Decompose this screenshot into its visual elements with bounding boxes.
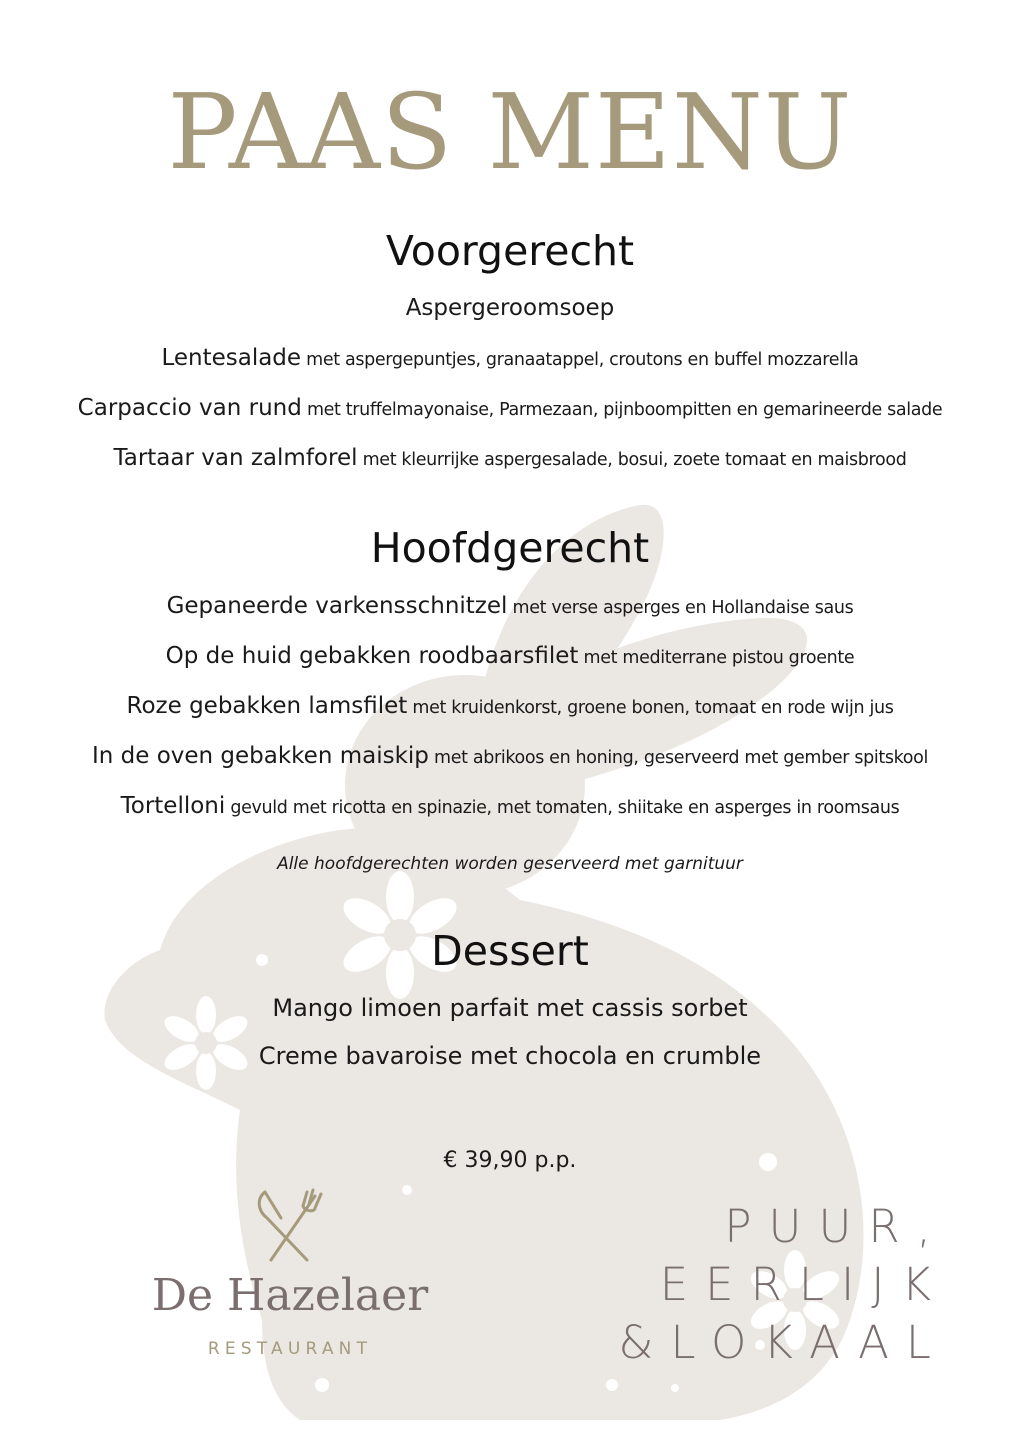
list-item: Creme bavaroise met chocola en crumble (258, 1042, 762, 1070)
tagline-line: PUUR, (724, 1200, 948, 1253)
list-item (0, 442, 1020, 476)
restaurant-logo (120, 1188, 460, 1368)
mains-heading: Hoofdgerecht (370, 524, 650, 572)
dish-name: Tartaar van zalmforel (113, 445, 358, 471)
starter-soup: Aspergeroomsoep (405, 295, 615, 321)
tagline-line: EERLIJK (659, 1258, 948, 1311)
dish-name: Roze gebakken lamsfilet (126, 693, 408, 719)
list-item (0, 740, 1020, 774)
dish-name: In de oven gebakken maiskip (91, 743, 429, 769)
dish-description: met kruidenkorst, groene bonen, tomaat en rode wijn jus (412, 698, 894, 718)
dish-name: Op de huid gebakken roodbaarsfilet (165, 643, 579, 669)
dish-name: Tortelloni (120, 793, 226, 819)
logo-name: De Hazelaer (151, 1270, 429, 1321)
dish-description: met truffelmayonaise, Parmezaan, pijnboompitten en gemarineerde salade (306, 400, 943, 420)
list-item (0, 640, 1020, 674)
logo-subtitle: RESTAURANT (207, 1339, 373, 1359)
dish-description: met verse asperges en Hollandaise saus (512, 598, 854, 618)
dish-description: met mediterrane pistou groente (583, 648, 855, 668)
dish-description: met aspergepuntjes, granaatappel, croutons en buffel mozzarella (306, 350, 859, 370)
dish-description: gevuld met ricotta en spinazie, met tomaten, shiitake en asperges in roomsaus (230, 798, 900, 818)
list-item (0, 790, 1020, 824)
price: € 39,90 p.p. (443, 1148, 577, 1173)
page-title: PAAS MENU (167, 71, 853, 193)
tagline-line: &LOKAAL (618, 1316, 948, 1369)
list-item (0, 690, 1020, 724)
dish-description: met abrikoos en honing, geserveerd met gember spitskool (434, 748, 929, 768)
dish-description: met kleurrijke aspergesalade, bosui, zoete tomaat en maisbrood (362, 450, 907, 470)
list-item (0, 392, 1020, 426)
mains-note: Alle hoofdgerechten worden geserveerd met garnituur (277, 854, 743, 874)
list-item (0, 342, 1020, 376)
list-item (0, 590, 1020, 624)
dish-name: Carpaccio van rund (77, 395, 302, 421)
tagline (588, 1198, 948, 1372)
dessert-heading: Dessert (431, 927, 589, 975)
starters-heading: Voorgerecht (385, 227, 635, 275)
cutlery-icon (245, 1188, 335, 1266)
dish-name: Lentesalade (161, 345, 302, 371)
list-item: Mango limoen parfait met cassis sorbet (272, 994, 748, 1022)
dish-name: Gepaneerde varkensschnitzel (166, 593, 508, 619)
